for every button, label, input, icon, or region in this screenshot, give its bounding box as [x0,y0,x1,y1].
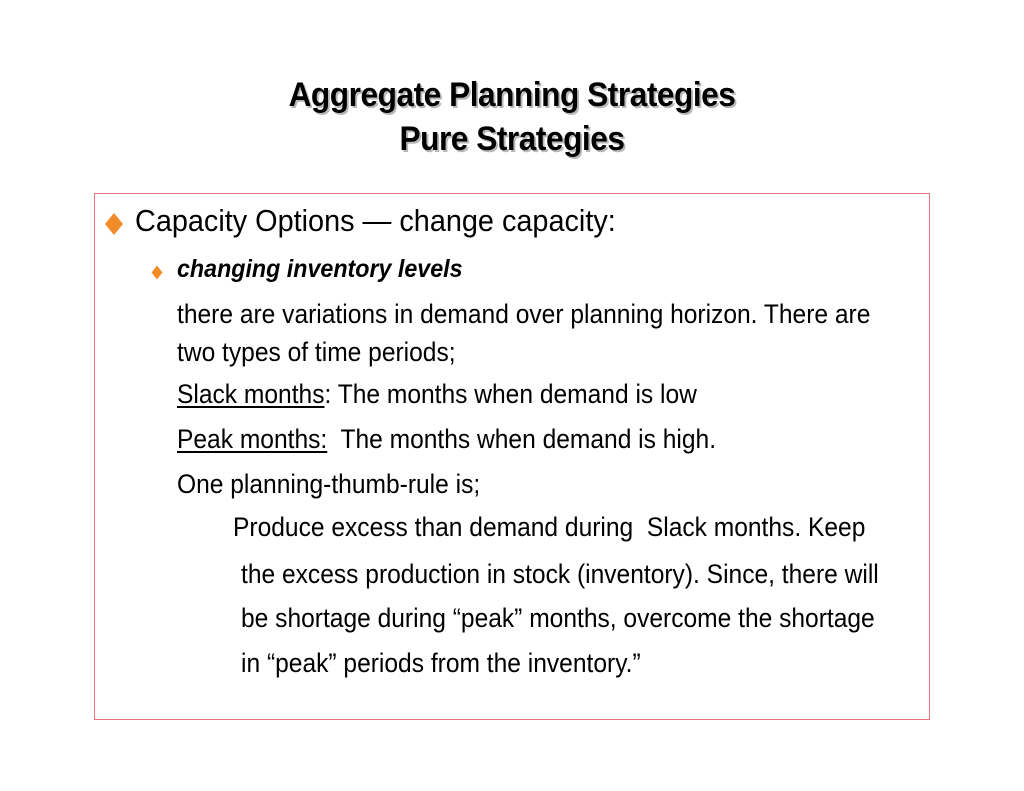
slide-title-line-2: Pure Strategies [399,120,625,158]
paragraph-line-1: there are variations in demand over planning horizon. There are [177,299,871,329]
rule-line-1: Produce excess than demand during Slack months. Keep [233,512,866,542]
peak-months-term: Peak months: [177,424,328,454]
peak-months-definition [177,426,716,453]
slack-months-term: Slack months [177,379,325,409]
rule-line-4: in “peak” periods from the inventory.” [241,648,641,678]
rule-line-3: be shortage during “peak” months, overcome the shortage [241,603,875,633]
slack-months-definition [177,381,697,408]
diamond-bullet-icon [151,265,163,280]
slide-title-line-1: Aggregate Planning Strategies [288,76,736,114]
slack-months-text: : The months when demand is low [324,379,697,409]
paragraph-line-2: two types of time periods; [177,337,456,367]
rule-intro: One planning-thumb-rule is; [177,469,481,499]
bullet-capacity-options: Capacity Options — change capacity: [135,203,616,238]
rule-line-2: the excess production in stock (inventory). Since, there will [241,559,879,589]
diamond-bullet-icon [104,212,124,236]
sub-bullet-changing-inventory: changing inventory levels [177,255,463,283]
peak-months-text: The months when demand is high. [327,424,717,454]
